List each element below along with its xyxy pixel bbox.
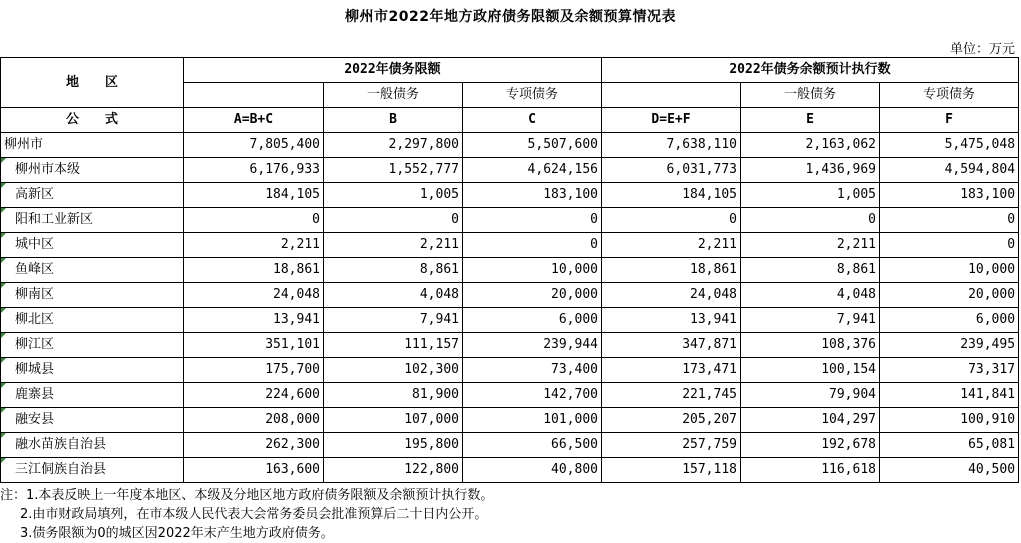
region-name: 柳城县 xyxy=(15,362,55,377)
region-name-cell[interactable] xyxy=(1,333,184,358)
value-cell-b[interactable]: 1,005 xyxy=(324,183,463,208)
value-cell-f[interactable]: 20,000 xyxy=(880,283,1019,308)
value-cell-a[interactable]: 175,700 xyxy=(184,358,324,383)
region-name: 阳和工业新区 xyxy=(15,212,94,227)
cell-comment-marker xyxy=(1,308,6,313)
value-cell-d[interactable]: 257,759 xyxy=(602,433,741,458)
value-cell-a[interactable]: 0 xyxy=(184,208,324,233)
cell-comment-marker xyxy=(1,383,6,388)
header-debt-balance[interactable]: 2022年债务余额预计执行数 xyxy=(602,58,1019,83)
cell-comment-marker xyxy=(1,408,6,413)
region-name-cell[interactable] xyxy=(1,183,184,208)
header-general-debt[interactable]: 一般债务 xyxy=(324,83,463,108)
table-row xyxy=(1,208,1019,233)
table-row xyxy=(1,283,1019,308)
region-name-cell[interactable] xyxy=(1,233,184,258)
value-cell-d[interactable]: 18,861 xyxy=(602,258,741,283)
region-name: 柳江区 xyxy=(15,337,55,352)
region-name: 高新区 xyxy=(15,187,55,202)
value-cell-e[interactable]: 116,618 xyxy=(741,458,880,483)
value-cell-c[interactable]: 5,507,600 xyxy=(463,133,602,158)
value-cell-d[interactable]: 184,105 xyxy=(602,183,741,208)
value-cell-e[interactable]: 79,904 xyxy=(741,383,880,408)
value-cell-e[interactable]: 8,861 xyxy=(741,258,880,283)
value-cell-d[interactable]: 24,048 xyxy=(602,283,741,308)
value-cell-b[interactable]: 4,048 xyxy=(324,283,463,308)
value-cell-c[interactable]: 6,000 xyxy=(463,308,602,333)
header-blank-1[interactable] xyxy=(184,83,324,108)
value-cell-d[interactable]: 157,118 xyxy=(602,458,741,483)
debt-table xyxy=(0,57,1019,483)
header-general-debt-2[interactable]: 一般债务 xyxy=(741,83,880,108)
region-name: 柳北区 xyxy=(15,312,55,327)
region-name-cell[interactable] xyxy=(1,133,184,158)
value-cell-d[interactable]: 347,871 xyxy=(602,333,741,358)
value-cell-c[interactable]: 40,800 xyxy=(463,458,602,483)
region-name-cell[interactable] xyxy=(1,383,184,408)
value-cell-f[interactable]: 4,594,804 xyxy=(880,158,1019,183)
value-cell-b[interactable]: 122,800 xyxy=(324,458,463,483)
note-2: 2.由市财政局填列，在市本级人民代表大会常务委员会批准预算后二十日内公开。 xyxy=(20,507,488,522)
value-cell-f[interactable]: 10,000 xyxy=(880,258,1019,283)
formula-b[interactable]: B xyxy=(324,108,463,133)
formula-f[interactable]: F xyxy=(880,108,1019,133)
value-cell-f[interactable]: 5,475,048 xyxy=(880,133,1019,158)
region-name-cell[interactable] xyxy=(1,283,184,308)
value-cell-b[interactable]: 107,000 xyxy=(324,408,463,433)
value-cell-b[interactable]: 2,297,800 xyxy=(324,133,463,158)
value-cell-c[interactable]: 142,700 xyxy=(463,383,602,408)
value-cell-d[interactable]: 7,638,110 xyxy=(602,133,741,158)
value-cell-e[interactable]: 7,941 xyxy=(741,308,880,333)
cell-comment-marker xyxy=(1,333,6,338)
header-region[interactable]: 地 区 xyxy=(1,58,184,108)
region-name-cell[interactable] xyxy=(1,208,184,233)
value-cell-c[interactable]: 20,000 xyxy=(463,283,602,308)
formula-e[interactable]: E xyxy=(741,108,880,133)
value-cell-f[interactable]: 141,841 xyxy=(880,383,1019,408)
value-cell-e[interactable]: 108,376 xyxy=(741,333,880,358)
value-cell-d[interactable]: 173,471 xyxy=(602,358,741,383)
value-cell-b[interactable]: 7,941 xyxy=(324,308,463,333)
value-cell-a[interactable]: 7,805,400 xyxy=(184,133,324,158)
value-cell-b[interactable]: 111,157 xyxy=(324,333,463,358)
value-cell-c[interactable]: 4,624,156 xyxy=(463,158,602,183)
cell-comment-marker xyxy=(1,433,6,438)
value-cell-d[interactable]: 2,211 xyxy=(602,233,741,258)
header-special-debt[interactable]: 专项债务 xyxy=(463,83,602,108)
cell-comment-marker xyxy=(1,158,6,163)
value-cell-e[interactable]: 104,297 xyxy=(741,408,880,433)
region-name: 柳南区 xyxy=(15,287,55,302)
table-row xyxy=(1,458,1019,483)
region-name-cell[interactable] xyxy=(1,433,184,458)
region-name-cell[interactable] xyxy=(1,308,184,333)
value-cell-e[interactable]: 2,211 xyxy=(741,233,880,258)
value-cell-c[interactable]: 10,000 xyxy=(463,258,602,283)
table-row xyxy=(1,333,1019,358)
value-cell-c[interactable]: 66,500 xyxy=(463,433,602,458)
table-row xyxy=(1,258,1019,283)
formula-a[interactable]: A=B+C xyxy=(184,108,324,133)
table-row xyxy=(1,158,1019,183)
value-cell-c[interactable]: 73,400 xyxy=(463,358,602,383)
value-cell-a[interactable]: 184,105 xyxy=(184,183,324,208)
value-cell-e[interactable]: 2,163,062 xyxy=(741,133,880,158)
value-cell-f[interactable]: 6,000 xyxy=(880,308,1019,333)
value-cell-a[interactable]: 351,101 xyxy=(184,333,324,358)
header-blank-2[interactable] xyxy=(602,83,741,108)
value-cell-d[interactable]: 0 xyxy=(602,208,741,233)
cell-comment-marker xyxy=(1,258,6,263)
notes xyxy=(0,486,493,543)
region-name-cell[interactable] xyxy=(1,158,184,183)
value-cell-b[interactable]: 1,552,777 xyxy=(324,158,463,183)
table-row xyxy=(1,358,1019,383)
value-cell-a[interactable]: 24,048 xyxy=(184,283,324,308)
value-cell-a[interactable]: 224,600 xyxy=(184,383,324,408)
region-name-cell[interactable] xyxy=(1,458,184,483)
region-name: 柳州市本级 xyxy=(15,162,81,177)
value-cell-f[interactable]: 0 xyxy=(880,208,1019,233)
table-row xyxy=(1,233,1019,258)
value-cell-a[interactable]: 2,211 xyxy=(184,233,324,258)
value-cell-c[interactable]: 239,944 xyxy=(463,333,602,358)
region-name: 鹿寨县 xyxy=(15,387,55,402)
table-row xyxy=(1,433,1019,458)
region-name-cell[interactable] xyxy=(1,408,184,433)
value-cell-b[interactable]: 102,300 xyxy=(324,358,463,383)
value-cell-c[interactable]: 101,000 xyxy=(463,408,602,433)
formula-label[interactable]: 公 式 xyxy=(1,108,184,133)
value-cell-a[interactable]: 18,861 xyxy=(184,258,324,283)
value-cell-a[interactable]: 262,300 xyxy=(184,433,324,458)
region-name: 城中区 xyxy=(15,237,55,252)
cell-comment-marker xyxy=(1,358,6,363)
value-cell-b[interactable]: 195,800 xyxy=(324,433,463,458)
cell-comment-marker xyxy=(1,183,6,188)
table-row xyxy=(1,133,1019,158)
value-cell-e[interactable]: 1,436,969 xyxy=(741,158,880,183)
formula-row xyxy=(1,108,1019,133)
header-row-1 xyxy=(1,58,1019,83)
value-cell-e[interactable]: 0 xyxy=(741,208,880,233)
table-row xyxy=(1,183,1019,208)
value-cell-e[interactable]: 1,005 xyxy=(741,183,880,208)
note-1: 注：1.本表反映上一年度本地区、本级及分地区地方政府债务限额及余额预计执行数。 xyxy=(0,488,494,503)
cell-comment-marker xyxy=(1,208,6,213)
value-cell-d[interactable]: 6,031,773 xyxy=(602,158,741,183)
value-cell-f[interactable]: 183,100 xyxy=(880,183,1019,208)
value-cell-a[interactable]: 208,000 xyxy=(184,408,324,433)
region-name: 融安县 xyxy=(15,412,55,427)
value-cell-b[interactable]: 2,211 xyxy=(324,233,463,258)
value-cell-f[interactable]: 239,495 xyxy=(880,333,1019,358)
value-cell-d[interactable]: 205,207 xyxy=(602,408,741,433)
table-row xyxy=(1,308,1019,333)
cell-comment-marker xyxy=(1,458,6,463)
value-cell-d[interactable]: 13,941 xyxy=(602,308,741,333)
value-cell-f[interactable]: 73,317 xyxy=(880,358,1019,383)
value-cell-b[interactable]: 8,861 xyxy=(324,258,463,283)
value-cell-c[interactable]: 0 xyxy=(463,233,602,258)
region-name: 柳州市 xyxy=(4,137,44,152)
value-cell-f[interactable]: 0 xyxy=(880,233,1019,258)
note-3: 3.债务限额为0的城区因2022年末产生地方政府债务。 xyxy=(20,526,334,541)
value-cell-a[interactable]: 163,600 xyxy=(184,458,324,483)
region-name-cell[interactable] xyxy=(1,258,184,283)
header-debt-limit[interactable]: 2022年债务限额 xyxy=(184,58,602,83)
value-cell-c[interactable]: 183,100 xyxy=(463,183,602,208)
value-cell-f[interactable]: 65,081 xyxy=(880,433,1019,458)
cell-comment-marker xyxy=(1,283,6,288)
header-special-debt-2[interactable]: 专项债务 xyxy=(880,83,1019,108)
formula-d[interactable]: D=E+F xyxy=(602,108,741,133)
formula-c[interactable]: C xyxy=(463,108,602,133)
value-cell-d[interactable]: 221,745 xyxy=(602,383,741,408)
value-cell-f[interactable]: 100,910 xyxy=(880,408,1019,433)
value-cell-b[interactable]: 81,900 xyxy=(324,383,463,408)
region-name: 融水苗族自治县 xyxy=(15,437,107,452)
value-cell-f[interactable]: 40,500 xyxy=(880,458,1019,483)
region-name-cell[interactable] xyxy=(1,358,184,383)
value-cell-b[interactable]: 0 xyxy=(324,208,463,233)
value-cell-a[interactable]: 6,176,933 xyxy=(184,158,324,183)
table-row xyxy=(1,408,1019,433)
region-name: 三江侗族自治县 xyxy=(15,462,107,477)
table-row xyxy=(1,383,1019,408)
unit-label: 单位：万元 xyxy=(949,42,1015,57)
value-cell-e[interactable]: 4,048 xyxy=(741,283,880,308)
table-title: 柳州市2022年地方政府债务限额及余额预算情况表 xyxy=(345,9,676,25)
value-cell-c[interactable]: 0 xyxy=(463,208,602,233)
value-cell-e[interactable]: 192,678 xyxy=(741,433,880,458)
cell-comment-marker xyxy=(1,233,6,238)
value-cell-e[interactable]: 100,154 xyxy=(741,358,880,383)
value-cell-a[interactable]: 13,941 xyxy=(184,308,324,333)
region-name: 鱼峰区 xyxy=(15,262,55,277)
